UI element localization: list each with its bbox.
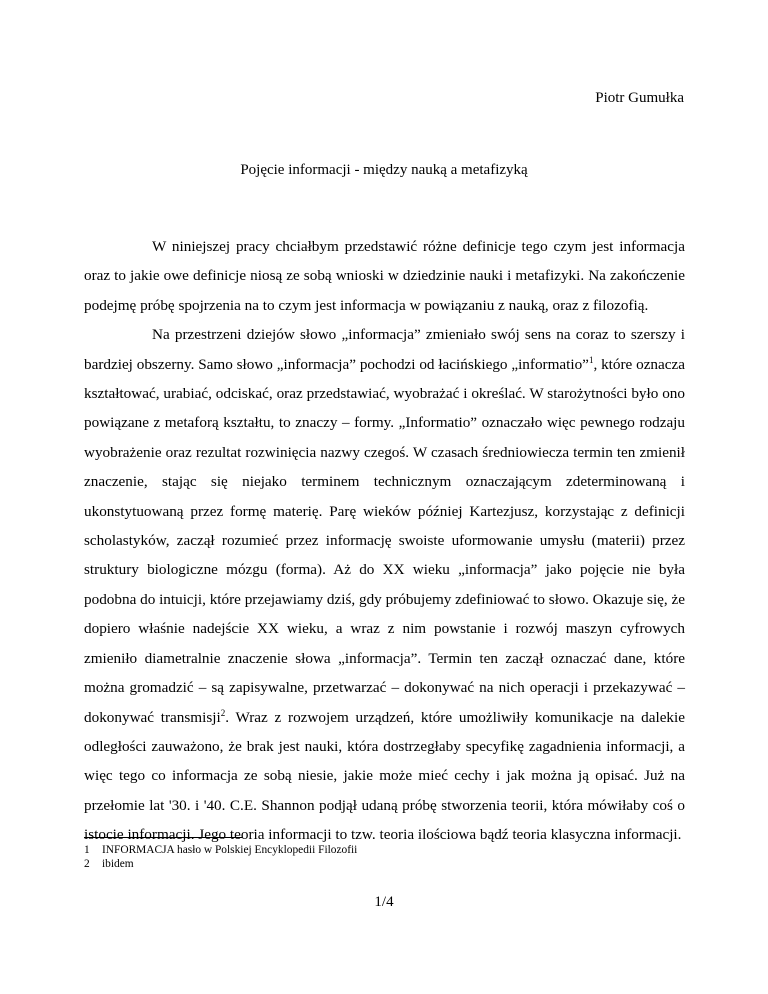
paragraph-1: W niniejszej pracy chciałbym przedstawić różne definicje tego czym jest informacja oraz to jakie owe definicje niosą ze sobą wnioski w dziedzinie nauki i metafizyki. Na zakończenie podejmę próbę spojrzenia na to czym jest informacja w powiązaniu z nauką, oraz z filozofią. [84, 238, 685, 314]
document-title: Pojęcie informacji - między nauką a metafizyką [240, 162, 528, 178]
paragraph-2 [84, 320, 685, 849]
footnote-ref-2[interactable]: 2 [220, 707, 226, 718]
author-name: Piotr Gumułka [595, 90, 684, 106]
paragraph-2-part-3: . Wraz z rozwojem urządzeń, które umożliwiły komunikacje na dalekie odległości zauważono, że brak jest nauki, która dostrzegłaby specyfikę zagadnienia informacji, a więc tego co informacja ze sobą niesie, jakie może mieć cechy i jak można ją opisać. Już na przełomie lat '30. i '40. C.E. Shannon podjął udaną próbę stworzenia teorii, która mówiłaby coś o istocie informacji. Jego teoria informacji to tzw. teoria ilościowa bądź teoria klasyczna informacji. [84, 708, 685, 844]
footnote-2 [84, 857, 684, 871]
footnote-text: INFORMACJA hasło w Polskiej Encyklopedii Filozofii [102, 844, 358, 856]
footnote-ref-1[interactable]: 1 [588, 354, 594, 365]
footnote-number: 1 [84, 844, 90, 856]
paragraph-2-part-1: Na przestrzeni dziejów słowo „informacja” zmieniało swój sens na coraz to szerszy i bardziej obszerny. Samo słowo „informacja” pochodzi od łacińskiego „informatio” [84, 326, 685, 373]
footnote-text: ibidem [102, 858, 134, 870]
footnotes [84, 843, 684, 871]
page-number: 1/4 [374, 894, 394, 910]
paragraph-2-part-2: , które oznacza kształtować, urabiać, odciskać, oraz przedstawiać, wyobrażać i określać. W starożytności było ono powiązane z metaforą kształtu, to znaczy – formy. „Informatio” oznaczało więc pewnego rodzaju wyobrażenie oraz rezultat rozwinięcia nazwy czegoś. W czasach średniowiecza termin ten zmienił znaczenie, stając się niejako terminem technicznym oznaczającym zdeterminowaną i ukonstytuowaną przez formę materię. Parę wieków później Kartezjusz, korzystając z definicji scholastyków, zaczął rozumieć przez informację swoiste uformowanie umysłu (materii) przez struktury biologiczne mózgu (forma). Aż do XX wieku „informacja” jako pojęcie nie była podobna do intuicji, które przejawiamy dziś, gdy próbujemy zdefiniować to słowo. Okazuje się, że dopiero właśnie nadejście XX wieku, a wraz z nim powstanie i rozwój maszyn cyfrowych zmieniło diametralnie znaczenie słowa „informacja”. Termin ten zaczął oznaczać dane, które można gromadzić – są zapisywalne, przetwarzać – dokonywać na nich operacji i przekazywać – dokonywać transmisji [84, 355, 686, 726]
footnote-1 [84, 843, 684, 857]
document-body [84, 232, 685, 850]
footnote-divider [84, 837, 242, 838]
footnote-number: 2 [84, 858, 90, 870]
